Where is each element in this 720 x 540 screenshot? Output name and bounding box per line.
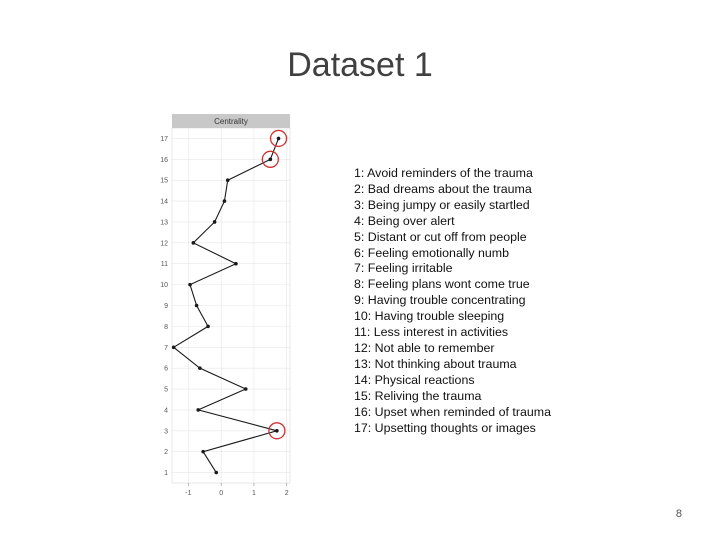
legend-item: 7: Feeling irritable xyxy=(354,261,453,276)
data-point-node-14 xyxy=(223,199,227,203)
x-tick-label: 2 xyxy=(284,490,289,497)
y-tick-label: 13 xyxy=(160,219,168,227)
y-tick-label: 6 xyxy=(164,365,168,373)
y-tick-label: 15 xyxy=(160,177,168,185)
y-tick-label: 2 xyxy=(164,449,168,457)
y-tick-label: 14 xyxy=(160,198,168,206)
legend-item: 2: Bad dreams about the trauma xyxy=(354,181,532,196)
legend-item: 17: Upsetting thoughts or images xyxy=(354,420,536,435)
y-tick-label: 10 xyxy=(160,282,168,290)
legend-item: 15: Reliving the trauma xyxy=(354,388,482,403)
data-point-node-10 xyxy=(188,283,192,287)
data-point-node-11 xyxy=(234,262,238,266)
legend-item: 4: Being over alert xyxy=(354,213,455,228)
y-tick-label: 8 xyxy=(164,323,168,331)
data-point-node-13 xyxy=(213,220,217,224)
data-point-node-6 xyxy=(198,366,202,370)
legend-item: 6: Feeling emotionally numb xyxy=(354,245,509,260)
data-point-node-3 xyxy=(275,429,279,433)
y-tick-label: 9 xyxy=(164,303,168,310)
data-point-node-15 xyxy=(226,178,230,182)
data-point-node-16 xyxy=(269,158,273,162)
x-tick-label: 0 xyxy=(219,490,224,497)
y-tick-label: 3 xyxy=(164,428,168,436)
y-tick-label: 1 xyxy=(164,470,168,478)
y-tick-label: 7 xyxy=(164,344,168,352)
legend-item: 13: Not thinking about trauma xyxy=(354,356,517,371)
legend-item: 8: Feeling plans wont come true xyxy=(354,277,530,292)
data-point-node-8 xyxy=(206,325,210,329)
y-tick-label: 4 xyxy=(164,407,168,415)
legend-item: 16: Upset when reminded of trauma xyxy=(354,404,551,419)
panel-header-title: Centrality xyxy=(214,117,248,126)
y-tick-label: 5 xyxy=(164,386,168,394)
data-point-node-5 xyxy=(244,387,248,391)
legend-item: 5: Distant or cut off from people xyxy=(354,229,527,244)
x-tick-label: -1 xyxy=(185,490,192,497)
slide-title: Dataset 1 xyxy=(287,46,433,84)
data-point-node-12 xyxy=(192,241,196,245)
legend-item: 9: Having trouble concentrating xyxy=(354,293,526,308)
y-tick-label: 16 xyxy=(160,156,168,164)
legend-item: 12: Not able to remember xyxy=(354,340,495,355)
legend-item: 1: Avoid reminders of the trauma xyxy=(354,166,533,180)
data-point-node-7 xyxy=(172,345,176,349)
centrality-chart xyxy=(150,108,310,498)
legend-item: 10: Having trouble sleeping xyxy=(354,309,505,324)
node-legend xyxy=(354,166,551,436)
data-point-node-1 xyxy=(214,471,218,475)
y-tick-label: 12 xyxy=(160,240,168,248)
data-point-node-9 xyxy=(195,304,199,308)
y-tick-label: 17 xyxy=(160,135,168,143)
y-tick-label: 11 xyxy=(160,261,168,269)
legend-item: 14: Physical reactions xyxy=(354,372,475,387)
data-point-node-4 xyxy=(196,408,200,412)
data-point-node-2 xyxy=(201,450,205,454)
data-point-node-17 xyxy=(277,137,281,141)
x-tick-label: 1 xyxy=(251,490,256,497)
legend-item: 11: Less interest in activities xyxy=(354,325,509,340)
legend-item: 3: Being jumpy or easily startled xyxy=(354,197,530,212)
page-number: 8 xyxy=(675,508,682,520)
